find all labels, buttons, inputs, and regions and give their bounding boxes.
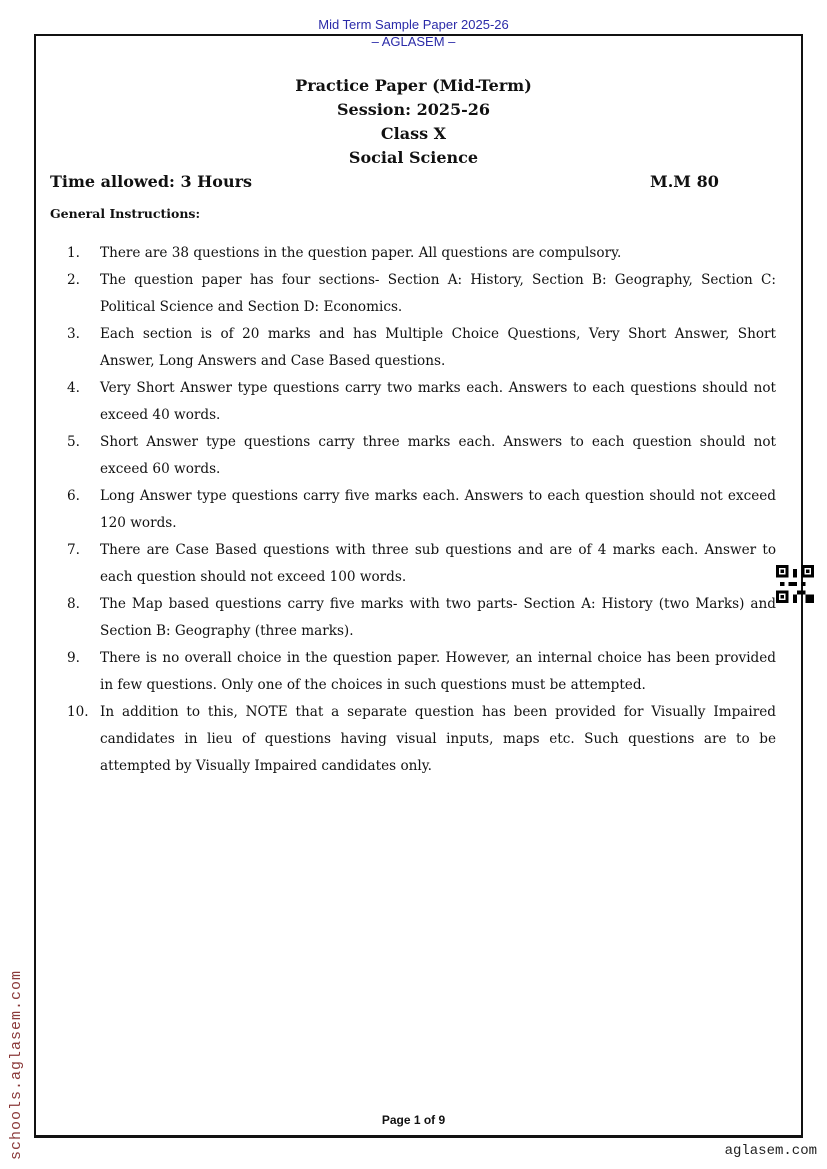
instructions-list: [50, 240, 776, 780]
instruction-item: [50, 483, 776, 537]
instruction-text: There is no overall choice in the question paper. However, an internal choice has been provided in few questions. Only one of the choices in such questions must be attempted.: [100, 650, 776, 693]
time-allowed: Time allowed: 3 Hours: [50, 172, 253, 191]
instruction-item: [50, 429, 776, 483]
instruction-text: There are Case Based questions with three sub questions and are of 4 marks each. Answer to each question should not exceed 100 words.: [100, 542, 776, 585]
instruction-number: 3.: [67, 326, 80, 342]
side-watermark: schools.aglasem.com: [8, 969, 25, 1160]
page-number: Page 1 of 9: [381, 1113, 446, 1127]
class: Class X: [380, 124, 447, 143]
instruction-item: [50, 375, 776, 429]
paper-title: Practice Paper (Mid-Term): [295, 76, 532, 95]
instruction-item: [50, 699, 776, 780]
instruction-text: The question paper has four sections- Section A: History, Section B: Geography, Section C: Political Science and Section D: Economics.: [100, 272, 776, 315]
instruction-text: In addition to this, NOTE that a separate question has been provided for Visually Impaired candidates in lieu of questions having visual inputs, maps etc. Such questions are to be attempted by Visually Impaired candidates only.: [100, 704, 776, 774]
header-title: Mid Term Sample Paper 2025-26: [318, 17, 509, 32]
instruction-text: Short Answer type questions carry three marks each. Answers to each question should not exceed 60 words.: [100, 434, 776, 477]
instruction-item: [50, 321, 776, 375]
instruction-text: Long Answer type questions carry five marks each. Answers to each question should not exceed 120 words.: [100, 488, 776, 531]
instruction-number: 6.: [67, 488, 80, 504]
header-brand: – AGLASEM –: [371, 34, 456, 49]
instruction-number: 7.: [67, 542, 80, 558]
instruction-item: [50, 537, 776, 591]
qr-code-icon: [776, 565, 814, 603]
instruction-text: The Map based questions carry five marks with two parts- Section A: History (two Marks) and Section B: Geography (three marks).: [100, 596, 776, 639]
instruction-number: 4.: [67, 380, 80, 396]
instruction-number: 8.: [67, 596, 80, 612]
instruction-item: [50, 267, 776, 321]
instruction-number: 2.: [67, 272, 80, 288]
footer-watermark: aglasem.com: [724, 1143, 817, 1159]
instruction-item: [50, 645, 776, 699]
instructions-heading: General Instructions:: [50, 206, 201, 221]
instruction-number: 1.: [67, 245, 80, 261]
instruction-text: Each section is of 20 marks and has Multiple Choice Questions, Very Short Answer, Short Answer, Long Answers and Case Based questions.: [100, 326, 776, 369]
instruction-text: There are 38 questions in the question paper. All questions are compulsory.: [100, 245, 622, 261]
instruction-number: 10.: [67, 704, 89, 720]
subject: Social Science: [348, 148, 479, 167]
instruction-number: 5.: [67, 434, 80, 450]
instruction-item: [50, 240, 776, 267]
session: Session: 2025-26: [336, 100, 491, 119]
instruction-number: 9.: [67, 650, 80, 666]
instruction-text: Very Short Answer type questions carry two marks each. Answers to each questions should not exceed 40 words.: [100, 380, 776, 423]
instruction-item: [50, 591, 776, 645]
max-marks: M.M 80: [650, 172, 719, 191]
